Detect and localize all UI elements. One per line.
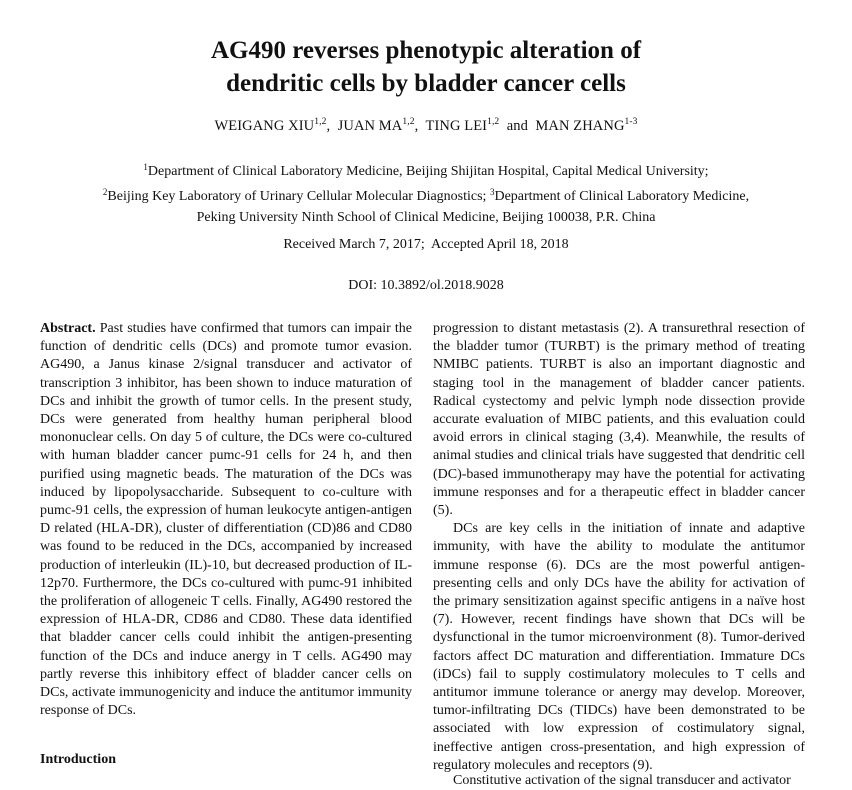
- abstract-label: Abstract.: [40, 321, 96, 336]
- author-affiliation-sup: 1,2: [402, 117, 415, 127]
- affiliation-line-3: Peking University Ninth School of Clinical Medicine, Beijing 100038, P.R. China: [196, 210, 656, 225]
- affiliation-line-2: [0, 182, 852, 207]
- abstract-text: Past studies have confirmed that tumors can impair the function of dendritic cells (DCs) and promote tumor evasion. AG490, a Janus kinase 2/signal transducer and activator of transcription 3 inhibitor, has been shown to induce maturation of DCs and inhibit the growth of tumor cells. In the present study, DCs were generated from healthy human peripheral blood mononuclear cells. On day 5 of culture, the DCs were co-cultured with human bladder cancer pumc-91 cells for 24 h, and then purified using magnetic beads. The maturation of the DCs was induced by lipopolysaccharide. Subsequent to co-culture with pumc-91 cells, the expression of human leukocyte antigen-antigen D related (HLA-DR), cluster of differentiation (CD)86 and CD80 was found to be reduced in the DCs, accompanied by increased production of interleukin (IL)-10, but decreased production of IL-12p70. Furthermore, the DCs co-cultured with pumc-91 inhibited the proliferation of allogeneic T cells. Finally, AG490 restored the expression of HLA-DR, CD86 and CD80. These data identified that bladder cancer cells could inhibit the antigen-presenting function of the DCs and induce anergy in T cells. AG490 may partly reverse this inhibitory effect of bladder cancer cells on DCs, activate immunogenicity and induce the antitumor immunity response of DCs.: [40, 321, 412, 719]
- affiliation-line-1: [0, 157, 852, 182]
- title-line-2: dendritic cells by bladder cancer cells: [226, 70, 626, 97]
- affiliation-sup: 3: [489, 187, 495, 197]
- author-separator: ,: [414, 118, 426, 134]
- left-column: [40, 320, 412, 720]
- doi: DOI: 10.3892/ol.2018.9028: [348, 278, 504, 293]
- affiliation-sup: 1: [143, 162, 148, 172]
- author-name: TING LEI: [425, 118, 488, 134]
- body-paragraph: progression to distant metastasis (2). A transurethral resection of the bladder tumor (TURBT) is the primary method of treating NMIBC patients. TURBT is also an important diagnostic and staging tool in the management of bladder cancer patients. Radical cystectomy and pelvic lymph node dissection provide accurate evaluation of MIBC patients, and this evaluation could avoid errors in clinical staging (3,4). Meanwhile, the results of animal studies and clinical trials have suggested that dendritic cell (DC)-based immunotherapy may have the potential for activating immune responses and for a therapeutic effect in bladder cancer (5).: [433, 321, 805, 519]
- section-heading-introduction: Introduction: [40, 752, 116, 767]
- author-name: WEIGANG XIU: [214, 118, 315, 134]
- body-paragraph: Constitutive activation of the signal transducer and activator: [453, 773, 791, 788]
- affiliation-sup: 2: [102, 187, 108, 197]
- author-name: MAN ZHANG: [535, 118, 625, 134]
- right-column: [433, 320, 805, 775]
- author-affiliation-sup: 1-3: [624, 117, 638, 127]
- author-affiliation-sup: 1,2: [487, 117, 500, 127]
- author-separator: ,: [326, 118, 338, 134]
- title-line-1: AG490 reverses phenotypic alteration of: [210, 37, 642, 64]
- author-list: [0, 117, 852, 135]
- affiliation-text: Department of Clinical Laboratory Medicine, Beijing Shijitan Hospital, Capital Medical University;: [147, 164, 709, 179]
- affiliations: [0, 157, 852, 228]
- article-title: [0, 34, 852, 100]
- affiliation-text: Beijing Key Laboratory of Urinary Cellular Molecular Diagnostics;: [107, 189, 490, 204]
- author-separator: and: [499, 118, 536, 134]
- body-paragraph-cut: [433, 772, 805, 788]
- abstract: [40, 320, 412, 720]
- author-affiliation-sup: 1,2: [314, 117, 327, 127]
- author-name: JUAN MA: [337, 118, 403, 134]
- body-paragraph: DCs are key cells in the initiation of innate and adaptive immunity, with have the ability to modulate the antitumor immune response (6). DCs are the most powerful antigen-presenting cells and only DCs have the ability for activation of the primary sensitization against specific antigens in a naïve host (7). However, recent findings have shown that DCs will be dysfunctional in the tumor microenvironment (8). Tumor-derived factors affect DC maturation and differentiation. Immature DCs (iDCs) fail to supply costimulatory molecules to T cells and antitumor immune tolerance or anergy may develop. Moreover, tumor-infiltrating DCs (TIDCs) have been demonstrated to be associated with low expression of costimulatory signal, ineffective antigen cross-presentation, and high expression of regulatory molecules and receptors (9).: [433, 521, 805, 773]
- received-dates: Received March 7, 2017; Accepted April 18, 2018: [283, 237, 569, 252]
- affiliation-text: Department of Clinical Laboratory Medicine,: [494, 189, 750, 204]
